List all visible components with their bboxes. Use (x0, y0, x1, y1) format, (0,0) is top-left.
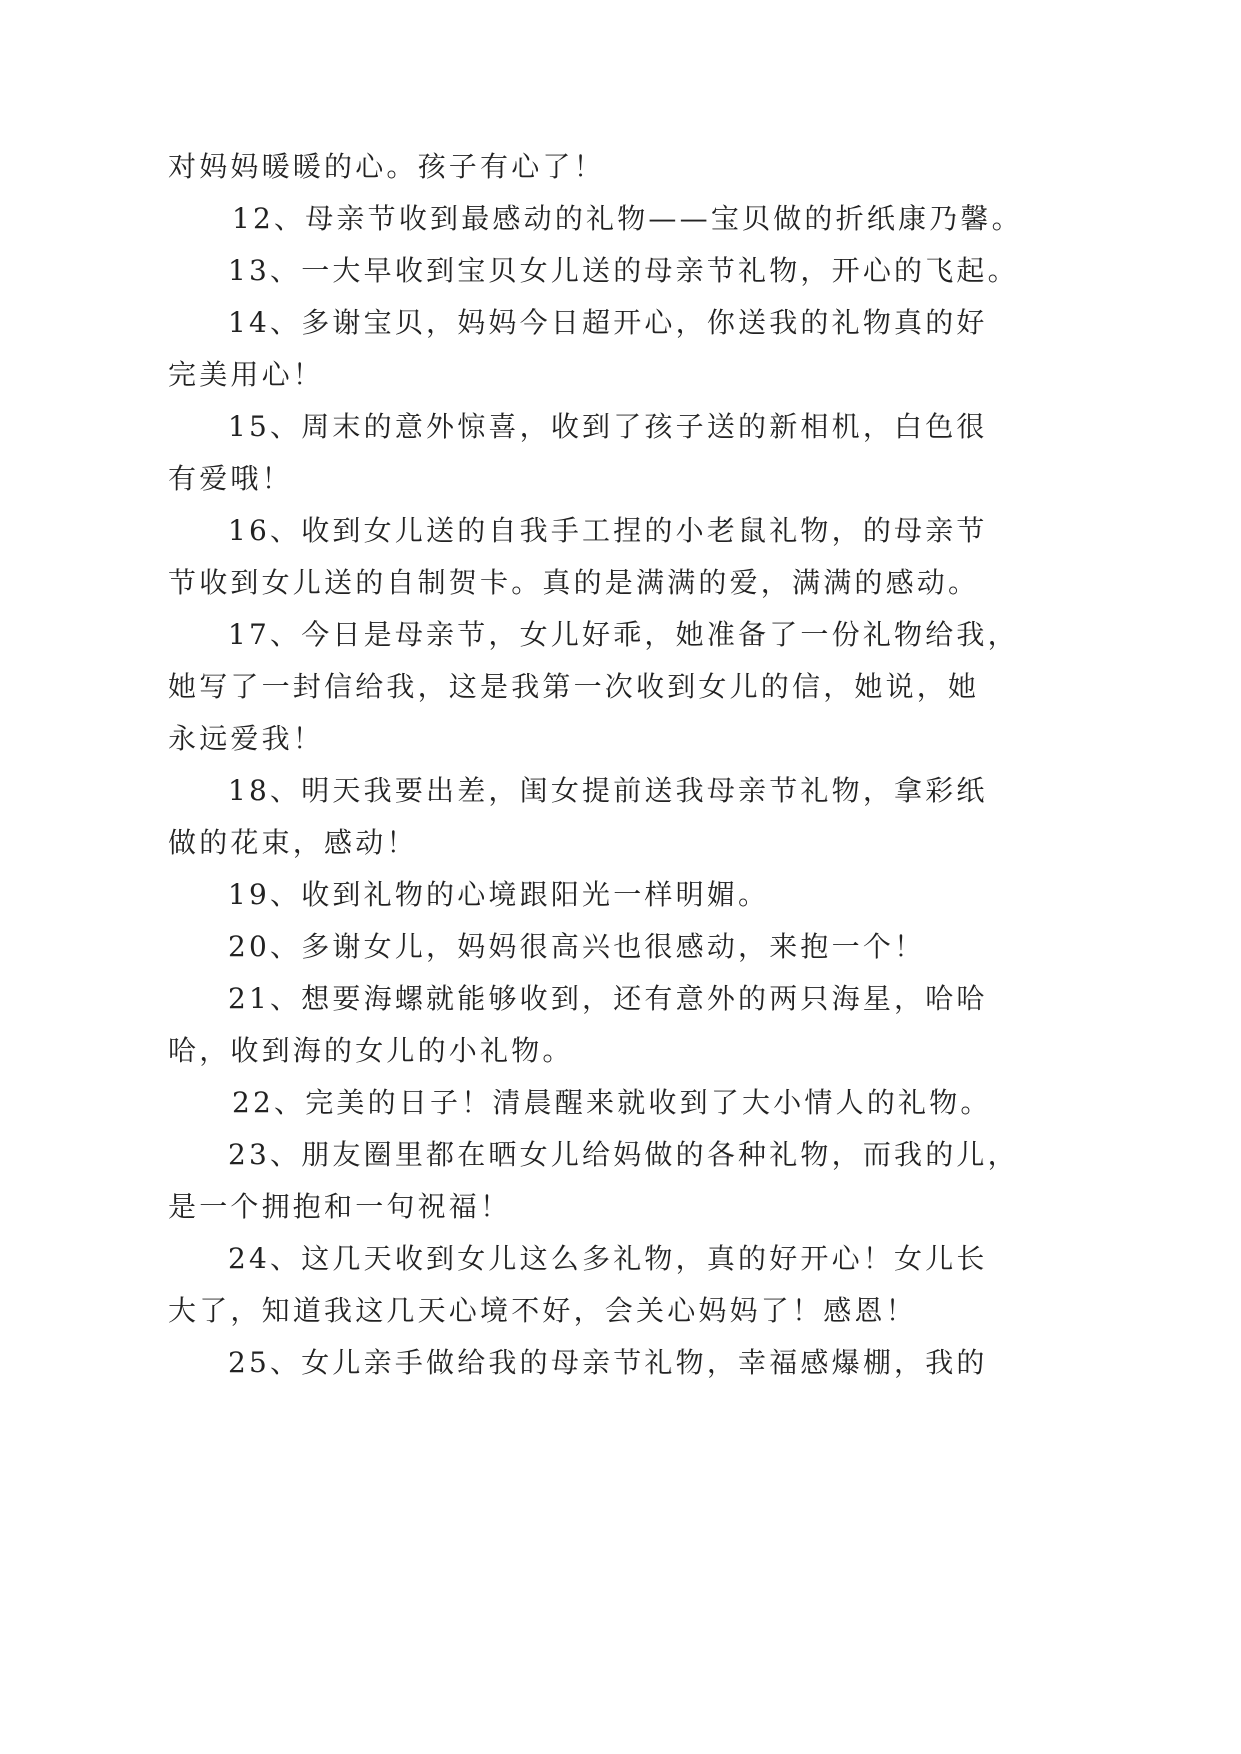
text-line-20: 23、朋友圈里都在晒女儿给妈做的各种礼物，而我的儿， (228, 1138, 1019, 1171)
text-line-21: 是一个拥抱和一句祝福！ (168, 1190, 512, 1223)
text-line-11: 她写了一封信给我，这是我第一次收到女儿的信，她说，她 (168, 670, 980, 703)
text-line-22: 24、这几天收到女儿这么多礼物，真的好开心！女儿长 (228, 1242, 988, 1275)
text-line-15: 19、收到礼物的心境跟阳光一样明媚。 (228, 878, 770, 911)
text-line-24: 25、女儿亲手做给我的母亲节礼物，幸福感爆棚，我的 (228, 1346, 988, 1379)
text-line-23: 大了，知道我这几天心境不好，会关心妈妈了！感恩！ (168, 1294, 917, 1327)
text-line-5: 完美用心！ (168, 358, 325, 391)
text-line-6: 15、周末的意外惊喜，收到了孩子送的新相机，白色很 (228, 410, 988, 443)
text-line-18: 哈，收到海的女儿的小礼物。 (168, 1034, 574, 1067)
text-line-16: 20、多谢女儿，妈妈很高兴也很感动，来抱一个！ (228, 930, 926, 963)
text-line-2: 12、母亲节收到最感动的礼物——宝贝做的折纸康乃馨。 (232, 202, 1023, 235)
text-line-8: 16、收到女儿送的自我手工捏的小老鼠礼物，的母亲节 (228, 514, 988, 547)
text-line-7: 有爱哦！ (168, 462, 293, 495)
text-line-12: 永远爱我！ (168, 722, 325, 755)
text-line-4: 14、多谢宝贝，妈妈今日超开心，你送我的礼物真的好 (228, 306, 988, 339)
text-line-10: 17、今日是母亲节，女儿好乖，她准备了一份礼物给我， (228, 618, 1019, 651)
text-line-9: 节收到女儿送的自制贺卡。真的是满满的爱，满满的感动。 (168, 566, 980, 599)
text-line-3: 13、一大早收到宝贝女儿送的母亲节礼物，开心的飞起。 (228, 254, 1019, 287)
text-line-13: 18、明天我要出差，闺女提前送我母亲节礼物，拿彩纸 (228, 774, 988, 807)
text-line-1: 对妈妈暖暖的心。孩子有心了！ (168, 150, 605, 183)
text-line-19: 22、完美的日子！清晨醒来就收到了大小情人的礼物。 (232, 1086, 992, 1119)
text-line-17: 21、想要海螺就能够收到，还有意外的两只海星，哈哈 (228, 982, 988, 1015)
text-line-14: 做的花束，感动！ (168, 826, 418, 859)
